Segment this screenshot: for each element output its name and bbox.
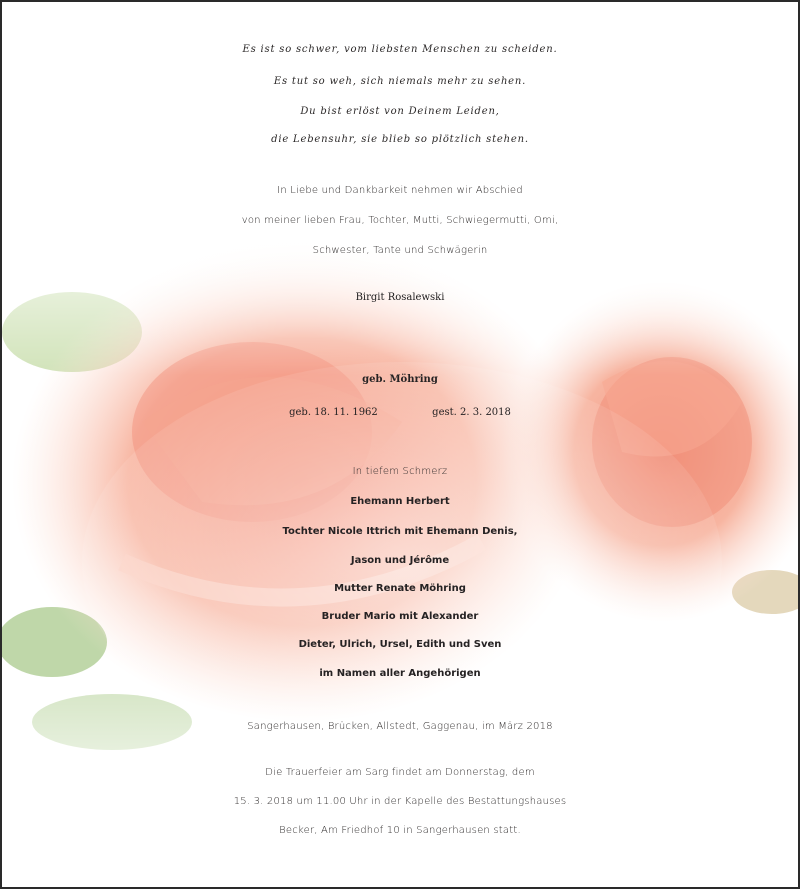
poem-line: die Lebensuhr, sie blieb so plötzlich stehen. — [271, 134, 529, 145]
mourner-line: Jason und Jérôme — [350, 555, 450, 566]
mourner-line: Dieter, Ulrich, Ursel, Edith und Sven — [298, 639, 502, 650]
mourner-line: Ehemann Herbert — [350, 496, 450, 507]
death-date: gest. 2. 3. 2018 — [432, 407, 511, 418]
birth-name: geb. Möhring — [362, 374, 438, 385]
mourner-line: im Namen aller Angehörigen — [319, 668, 481, 679]
funeral-line: Die Trauerfeier am Sarg findet am Donnerstag, dem — [265, 767, 535, 778]
mourner-line: Bruder Mario mit Alexander — [321, 611, 479, 622]
intro-line: Schwester, Tante und Schwägerin — [312, 245, 488, 256]
birth-date: geb. 18. 11. 1962 — [289, 407, 378, 418]
notice-text — [2, 2, 798, 887]
mourner-line: Mutter Renate Möhring — [334, 583, 466, 594]
funeral-line: Becker, Am Friedhof 10 in Sangerhausen statt. — [279, 825, 521, 836]
poem-line: Du bist erlöst von Deinem Leiden, — [300, 106, 500, 117]
life-dates — [2, 407, 798, 418]
intro-line: von meiner lieben Frau, Tochter, Mutti, Schwiegermutti, Omi, — [241, 215, 559, 226]
deceased-name: Birgit Rosalewski — [355, 292, 445, 303]
poem-line: Es ist so schwer, vom liebsten Menschen zu scheiden. — [242, 44, 558, 55]
intro-line: In Liebe und Dankbarkeit nehmen wir Abschied — [277, 185, 523, 196]
mourner-line: Tochter Nicole Ittrich mit Ehemann Denis, — [282, 526, 518, 537]
mourners-heading: In tiefem Schmerz — [352, 466, 448, 477]
funeral-line: 15. 3. 2018 um 11.00 Uhr in der Kapelle des Bestattungshauses — [233, 796, 567, 807]
poem-line: Es tut so weh, sich niemals mehr zu sehen. — [273, 76, 527, 87]
place-and-date: Sangerhausen, Brücken, Allstedt, Gaggenau, im März 2018 — [247, 721, 553, 732]
